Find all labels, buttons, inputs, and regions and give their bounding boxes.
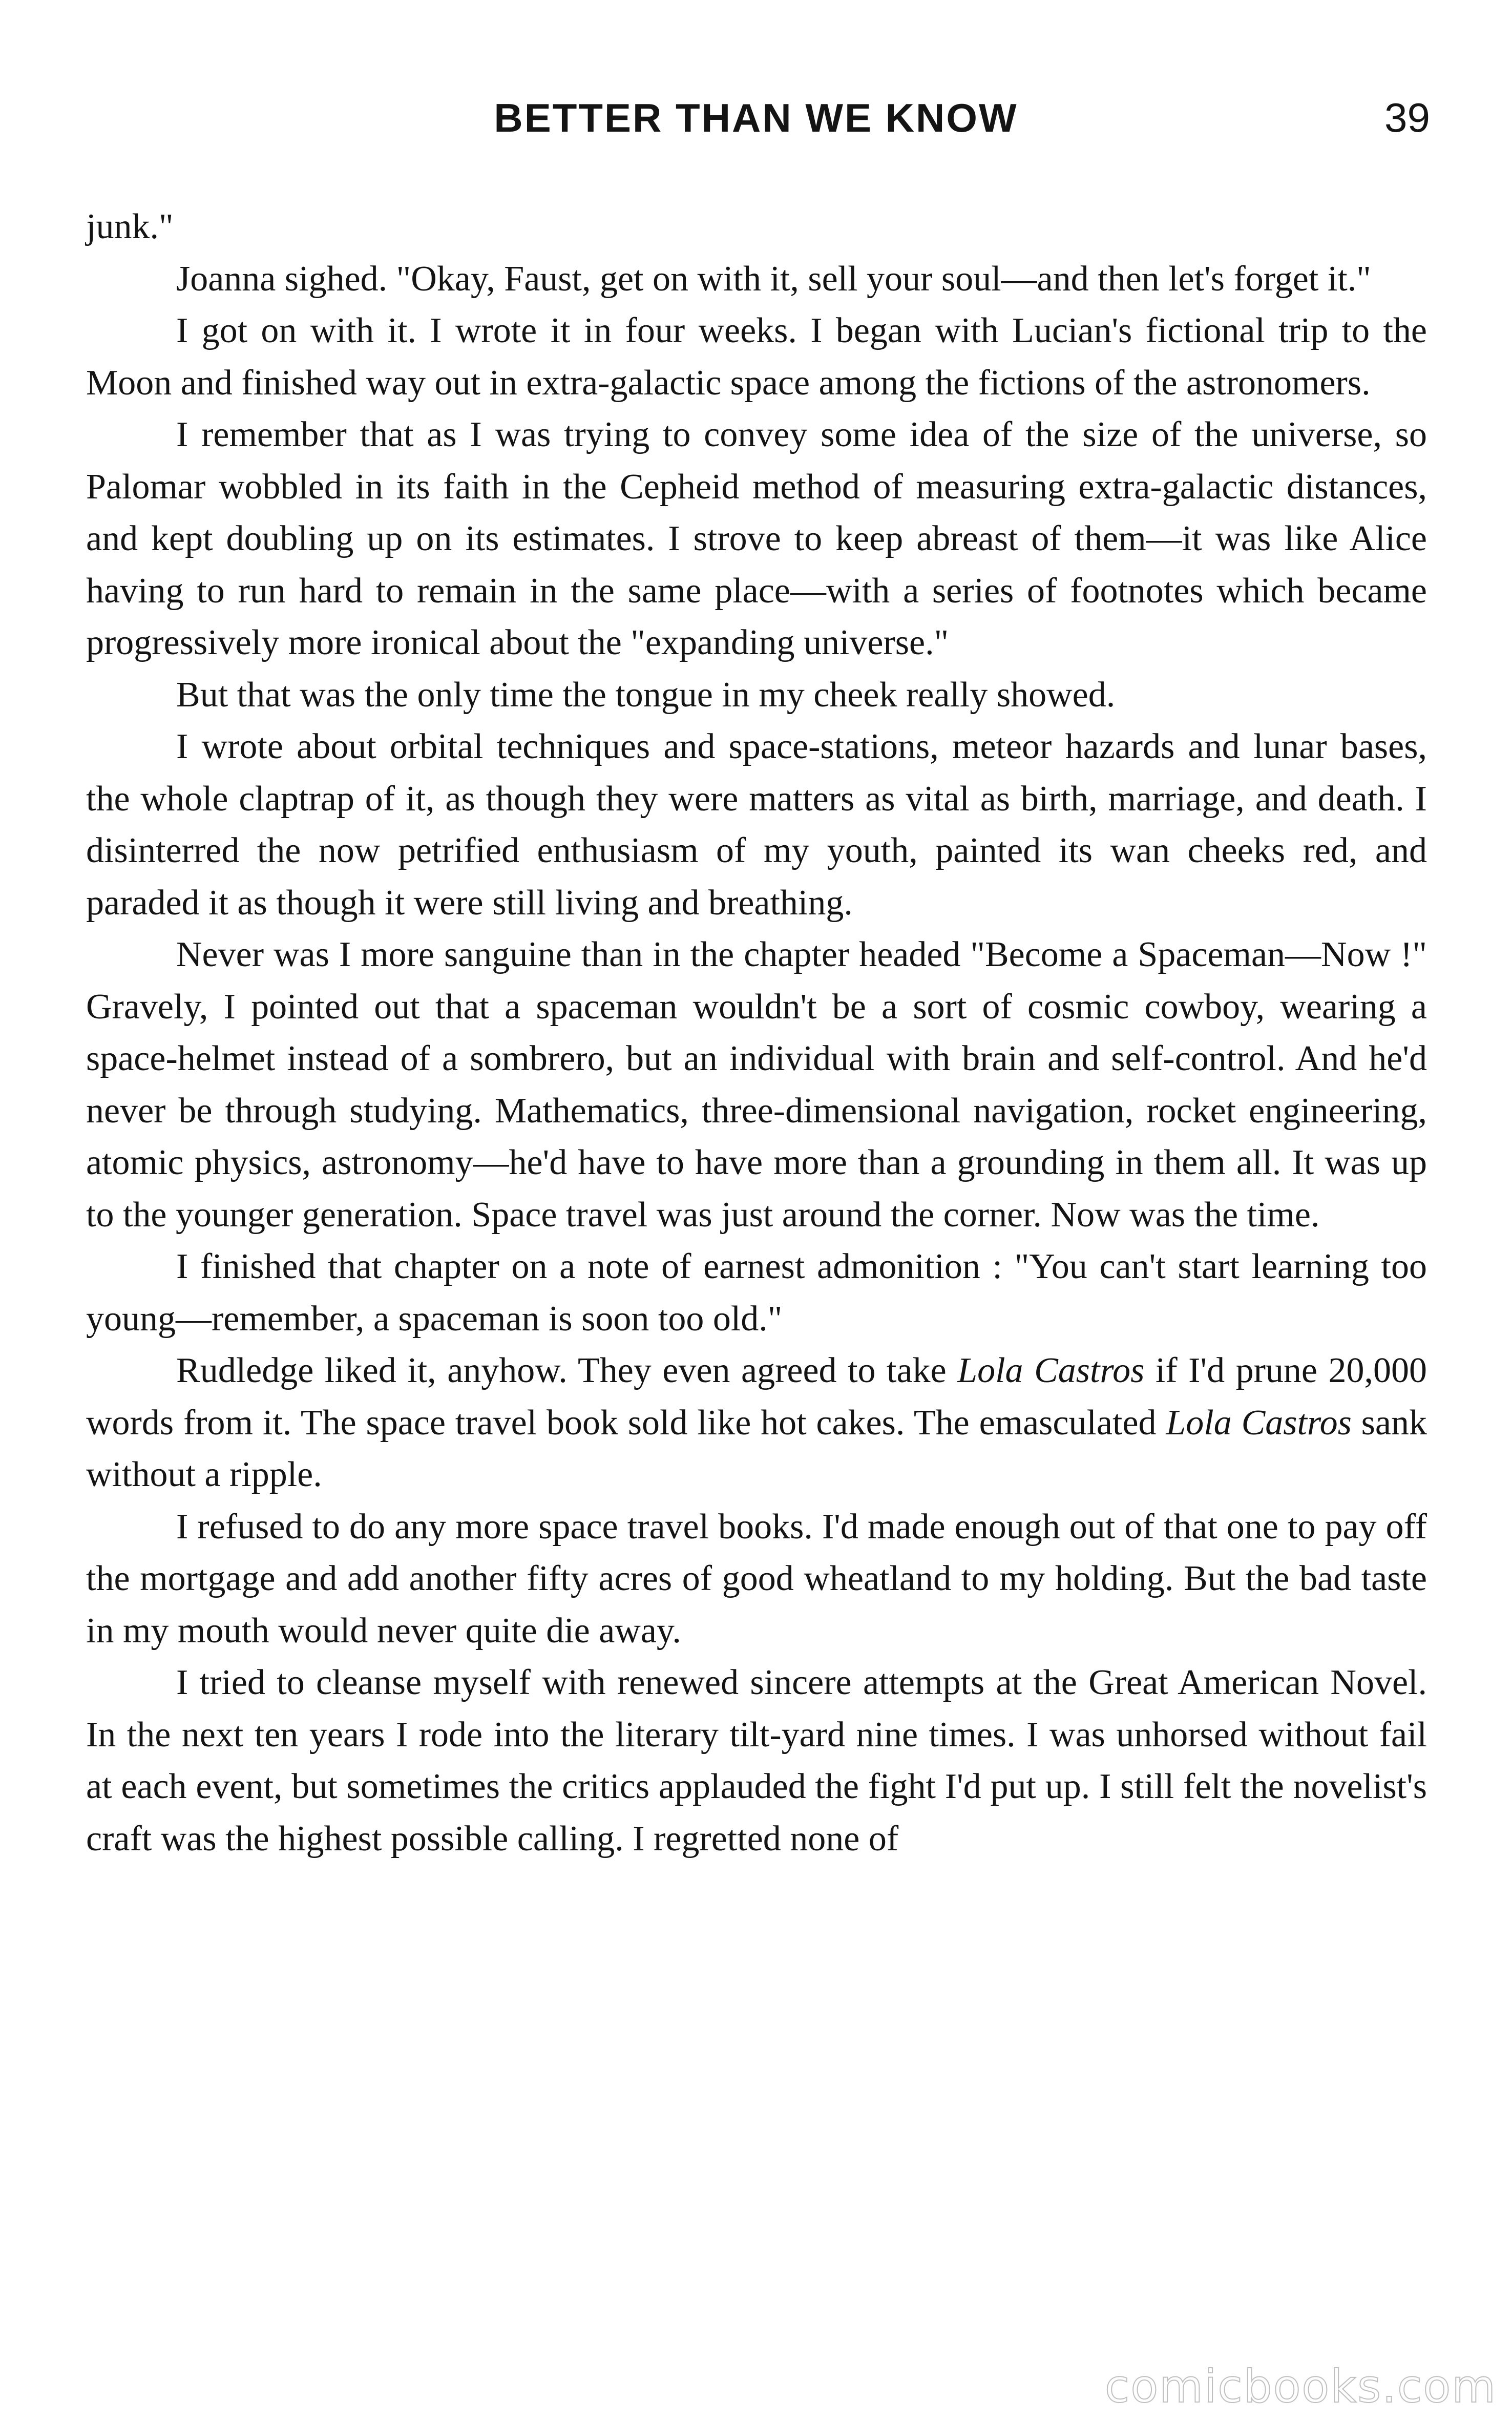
paragraph-1: junk." (86, 207, 174, 246)
book-title-italic: Lola Castros (957, 1351, 1145, 1390)
paragraph-3: I got on with it. I wrote it in four weeks. I began with Lucian's fictional trip to the Moon and finished way out in extra-galactic space among the fictions of the astronomers. (86, 311, 1427, 403)
paragraph-4: I remember that as I was trying to convey some idea of the size of the universe, so Palomar wobbled in its faith in the Cepheid method of measuring extra-galactic distances, and kept doubling up on its estimates. I strove to keep abreast of them—it was like Alice having to run hard to remain in the same place—with a series of footnotes which became progressively more ironical about the "expanding universe." (86, 415, 1427, 662)
paragraph-9 (86, 1345, 1427, 1501)
running-head (82, 90, 1430, 151)
paragraph-7: Never was I more sanguine than in the chapter headed "Become a Spaceman—Now !" Gravely, I pointed out that a spaceman wouldn't be a sort of cosmic cowboy, wearing a space-helmet instead of a sombrero, but an individual with brain and self-control. And he'd never be through studying. Mathematics, three-dimensional navigation, rocket engineering, atomic physics, astronomy—he'd have to have more than a grounding in them all. It was up to the younger generation. Space travel was just around the corner. Now was the time. (86, 935, 1427, 1235)
paragraph-9-text-before: Rudledge liked it, anyhow. They even agreed to take (176, 1351, 958, 1390)
paragraph-8: I finished that chapter on a note of earnest admonition : "You can't start learning too young—remember, a spaceman is soon too old." (86, 1247, 1427, 1339)
book-title-italic: Lola Castros (1166, 1403, 1352, 1443)
running-title: BETTER THAN WE KNOW (494, 95, 1018, 140)
paragraph-9-text-after: sank without a ripple. (86, 1403, 1427, 1494)
body-text (86, 201, 1427, 1865)
paragraph-11: I tried to cleanse myself with renewed sincere attempts at the Great American Novel. In the next ten years I rode into the literary tilt-yard nine times. I was unhorsed without fail at each event, but sometimes the critics applauded the fight I'd put up. I still felt the novelist's craft was the highest possible calling. I regretted none of (86, 1663, 1427, 1859)
paragraph-10: I refused to do any more space travel books. I'd made enough out of that one to pay off the mortgage and add another fifty acres of good wheatland to my holding. But the bad taste in my mouth would never quite die away. (86, 1507, 1427, 1651)
paragraph-2: Joanna sighed. "Okay, Faust, get on with it, sell your soul—and then let's forget it." (176, 259, 1371, 299)
watermark: comicbooks.com (1104, 2360, 1497, 2413)
paragraph-9-text-middle: if I'd prune 20,000 words from it. The space travel book sold like hot cakes. The emasculated (86, 1351, 1427, 1443)
paragraph-5: But that was the only time the tongue in my cheek really showed. (176, 675, 1116, 715)
page-number: 39 (1384, 95, 1430, 140)
paragraph-6: I wrote about orbital techniques and space-stations, meteor hazards and lunar bases, the whole claptrap of it, as though they were matters as vital as birth, marriage, and death. I disinterred the now petrified enthusiasm of my youth, painted its wan cheeks red, and paraded it as though it were still living and breathing. (86, 727, 1427, 923)
